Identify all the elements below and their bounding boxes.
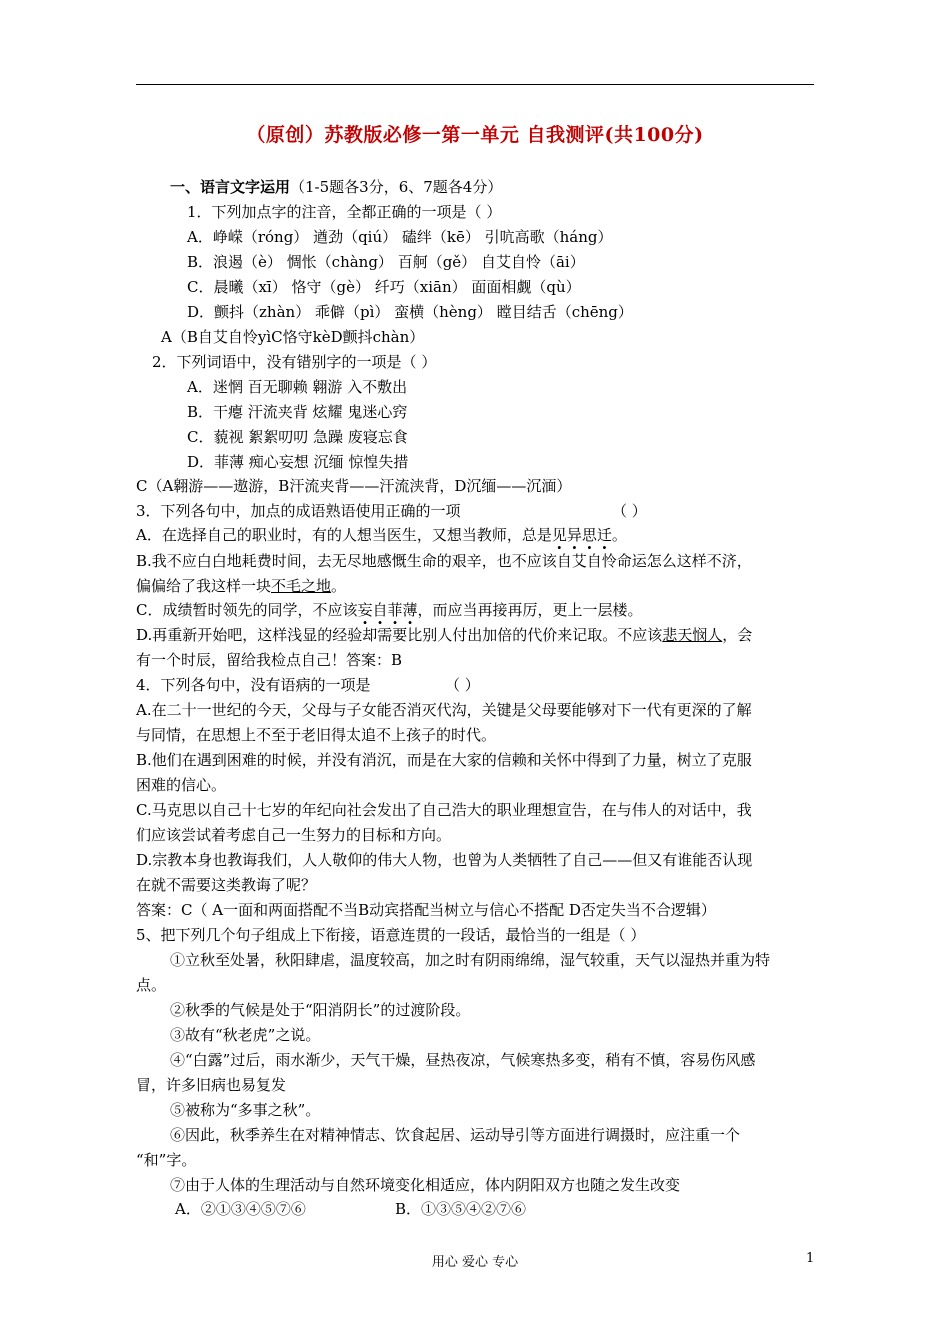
q3-d-text: D.再重新开始吧，这样浅显的经验却需要比别人付出加倍的代价来记取。不应该 (136, 626, 663, 644)
dotted-char: 见 (551, 526, 567, 544)
q4-option-d-line1: D.宗教本身也教诲我们，人人敬仰的伟大人物，也曾为人类牺牲了自己——但又有谁能否认现 (136, 851, 753, 869)
q3-option-d-line2: 有一个时辰，留给我检点自己！答案：B (136, 651, 403, 669)
q3-d-end: ，会 (722, 626, 753, 644)
q2-answer: C（A翱游——遨游，B汗流夹背——汗流浃背，D沉缅——沉湎） (136, 477, 572, 495)
q4-stem: 4．下列各句中，没有语病的一项是 (136, 676, 371, 694)
q2-stem: 2．下列词语中，没有错别字的一项是（ ） (152, 353, 437, 371)
q5-sentence-6-line2: “和”字。 (136, 1151, 197, 1169)
q3-a-text: A．在选择自己的职业时，有的人想当医生，又想当教师，总是 (136, 526, 552, 544)
document-title: （原创）苏教版必修一第一单元 自我测评(共100分) (246, 124, 704, 146)
q1-answer: A（B自艾自怜yìC恪守kèD颤抖chàn） (161, 328, 425, 346)
q3-a-end: 。 (611, 526, 627, 544)
q3-option-c (136, 600, 643, 620)
q5-sentence-6-line1: ⑥因此，秋季养生在对精神情志、饮食起居、运动导引等方面进行调摄时，应注重一个 (170, 1126, 741, 1144)
q4-option-d-line2: 在就不需要这类教诲了呢？ (136, 876, 317, 894)
q4-bracket: （ ） (445, 676, 480, 694)
q3-b-end: 。 (331, 577, 347, 595)
q5-sentence-2: ②秋季的气候是处于“阳消阴长”的过渡阶段。 (170, 1001, 471, 1019)
q3-option-a (136, 525, 627, 545)
q1-stem: 1．下列加点字的注音，全都正确的一项是（ ） (187, 203, 502, 221)
q5-sentence-7: ⑦由于人体的生理活动与自然环境变化相适应，体内阴阳双方也随之发生改变 (170, 1176, 681, 1194)
q1-option-c: C．晨曦（xī） 恪守（gè） 纤巧（xiān） 面面相觑（qù） (187, 278, 581, 296)
q5-sentence-4-line2: 冒，许多旧病也易复发 (136, 1076, 287, 1094)
q2-option-b: B．干瘪 汗流夹背 炫耀 鬼迷心窍 (187, 403, 408, 421)
q4-option-b-line2: 困难的信心。 (136, 776, 227, 794)
page-number: 1 (806, 1251, 815, 1266)
q3-c-end: ，而应当再接再厉，更上一层楼。 (417, 601, 643, 619)
dotted-char: 思 (581, 526, 597, 544)
section-heading (170, 177, 502, 197)
q3-stem: 3．下列各句中，加点的成语熟语使用正确的一项 (136, 502, 461, 520)
q4-option-a-line1: A.在二十一世纪的今天，父母与子女能否消灭代沟，关键是父母要能够对下一代有更深的了解 (136, 701, 752, 719)
q4-option-b-line1: B.他们在遇到困难的时候，并没有消沉，而是在大家的信赖和关怀中得到了力量，树立了克服 (136, 751, 752, 769)
underlined-idiom: 不毛之地 (271, 577, 332, 595)
q4-option-c-line2: 们应该尝试着考虑自己一生努力的目标和方向。 (136, 826, 452, 844)
q5-sentence-1-line2: 点。 (136, 976, 167, 994)
q5-sentence-3: ③故有“秋老虎”之说。 (170, 1026, 321, 1044)
section-heading-note: （1-5题各3分，6、7题各4分） (290, 178, 503, 196)
header-rule (136, 84, 814, 85)
section-heading-text: 一、语言文字运用 (170, 178, 291, 196)
q4-answer: 答案：C（ A一面和两面搭配不当B动宾搭配当树立与信心不搭配 D否定失当不合逻辑） (136, 901, 716, 919)
underlined-idiom: 悲天悯人 (662, 626, 723, 644)
q2-option-c: C．藐视 絮絮叨叨 急躁 废寝忘食 (187, 428, 408, 446)
q5-sentence-1-line1: ①立秋至处暑，秋阳肆虐，温度较高，加之时有阴雨绵绵，湿气较重，天气以湿热并重为特 (170, 951, 771, 969)
page-footer: 用心 爱心 专心 (431, 1255, 519, 1270)
dotted-char: 薄 (402, 601, 418, 619)
q3-option-b-line2 (136, 576, 346, 596)
q3-bracket: （ ） (612, 502, 647, 520)
q3-c-text: C．成绩暂时领先的同学，不应该 (136, 601, 358, 619)
q4-option-a-line2: 与同情，在思想上不至于老旧得太追不上孩子的时代。 (136, 726, 497, 744)
q1-option-b: B．浪遏（è） 惆怅（chàng） 百舸（gě） 自艾自怜（āi） (187, 253, 585, 271)
q3-option-b-line1: B.我不应白白地耗费时间，去无尽地感慨生命的艰辛，也不应该自艾自怜命运怎么这样不济， (136, 552, 752, 570)
q5-sentence-4-line1: ④“白露”过后，雨水渐少，天气干燥，昼热夜凉，气候寒热多变，稍有不慎，容易伤风感 (170, 1051, 756, 1069)
dotted-char: 菲 (387, 601, 403, 619)
q2-option-a: A．迷惘 百无聊赖 翱游 入不敷出 (187, 378, 408, 396)
dotted-char: 迁 (596, 526, 612, 544)
q4-option-c-line1: C.马克思以自己十七岁的年纪向社会发出了自己浩大的职业理想宣告，在与伟人的对话中，我 (136, 801, 752, 819)
q2-option-d: D．菲薄 痴心妄想 沉缅 惊惶失措 (187, 453, 409, 471)
q3-option-d-line1 (136, 625, 752, 645)
dotted-char: 妄 (357, 601, 373, 619)
dotted-char: 自 (372, 601, 388, 619)
q5-sentence-5: ⑤被称为“多事之秋”。 (170, 1101, 321, 1119)
q3-b-text: 偏偏给了我这样一块 (136, 577, 272, 595)
q5-option-b: B．①③⑤④②⑦⑥ (395, 1200, 527, 1218)
dotted-char: 异 (566, 526, 582, 544)
q1-option-d: D．颤抖（zhàn） 乖僻（pì） 蛮横（hèng） 瞠目结舌（chēng） (187, 303, 633, 321)
q5-stem: 5、把下列几个句子组成上下衔接，语意连贯的一段话，最恰当的一组是（ ） (136, 926, 646, 944)
q1-option-a: A．峥嵘（róng） 遒劲（qiú） 磕绊（kē） 引吭高歌（háng） (187, 228, 613, 246)
q5-option-a: A．②①③④⑤⑦⑥ (175, 1200, 306, 1218)
